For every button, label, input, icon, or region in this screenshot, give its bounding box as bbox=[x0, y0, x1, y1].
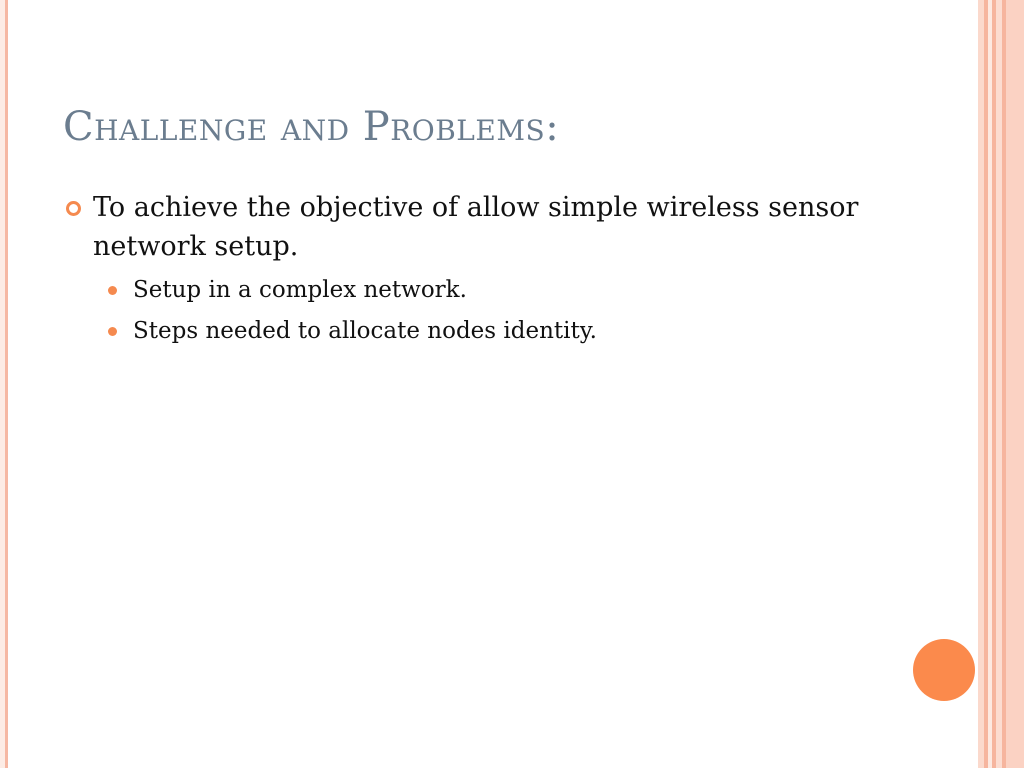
bullet-text: To achieve the objective of allow simple wireless sensor network setup. bbox=[93, 192, 859, 262]
ring-bullet-icon bbox=[66, 201, 81, 216]
dot-bullet-icon bbox=[108, 327, 117, 336]
sub-bullet-text: Steps needed to allocate nodes identity. bbox=[133, 318, 597, 344]
bullet-level-2 bbox=[66, 314, 946, 348]
slide-body bbox=[66, 188, 946, 348]
bullet-level-1 bbox=[66, 188, 946, 266]
slide-title: Challenge and Problems: bbox=[63, 104, 560, 150]
left-border-decoration bbox=[0, 0, 8, 768]
bullet-level-2 bbox=[66, 273, 946, 307]
dot-bullet-icon bbox=[108, 286, 117, 295]
orange-circle-decoration bbox=[913, 639, 975, 701]
right-border-stripe bbox=[1006, 0, 1024, 768]
sub-bullet-text: Setup in a complex network. bbox=[133, 277, 467, 303]
